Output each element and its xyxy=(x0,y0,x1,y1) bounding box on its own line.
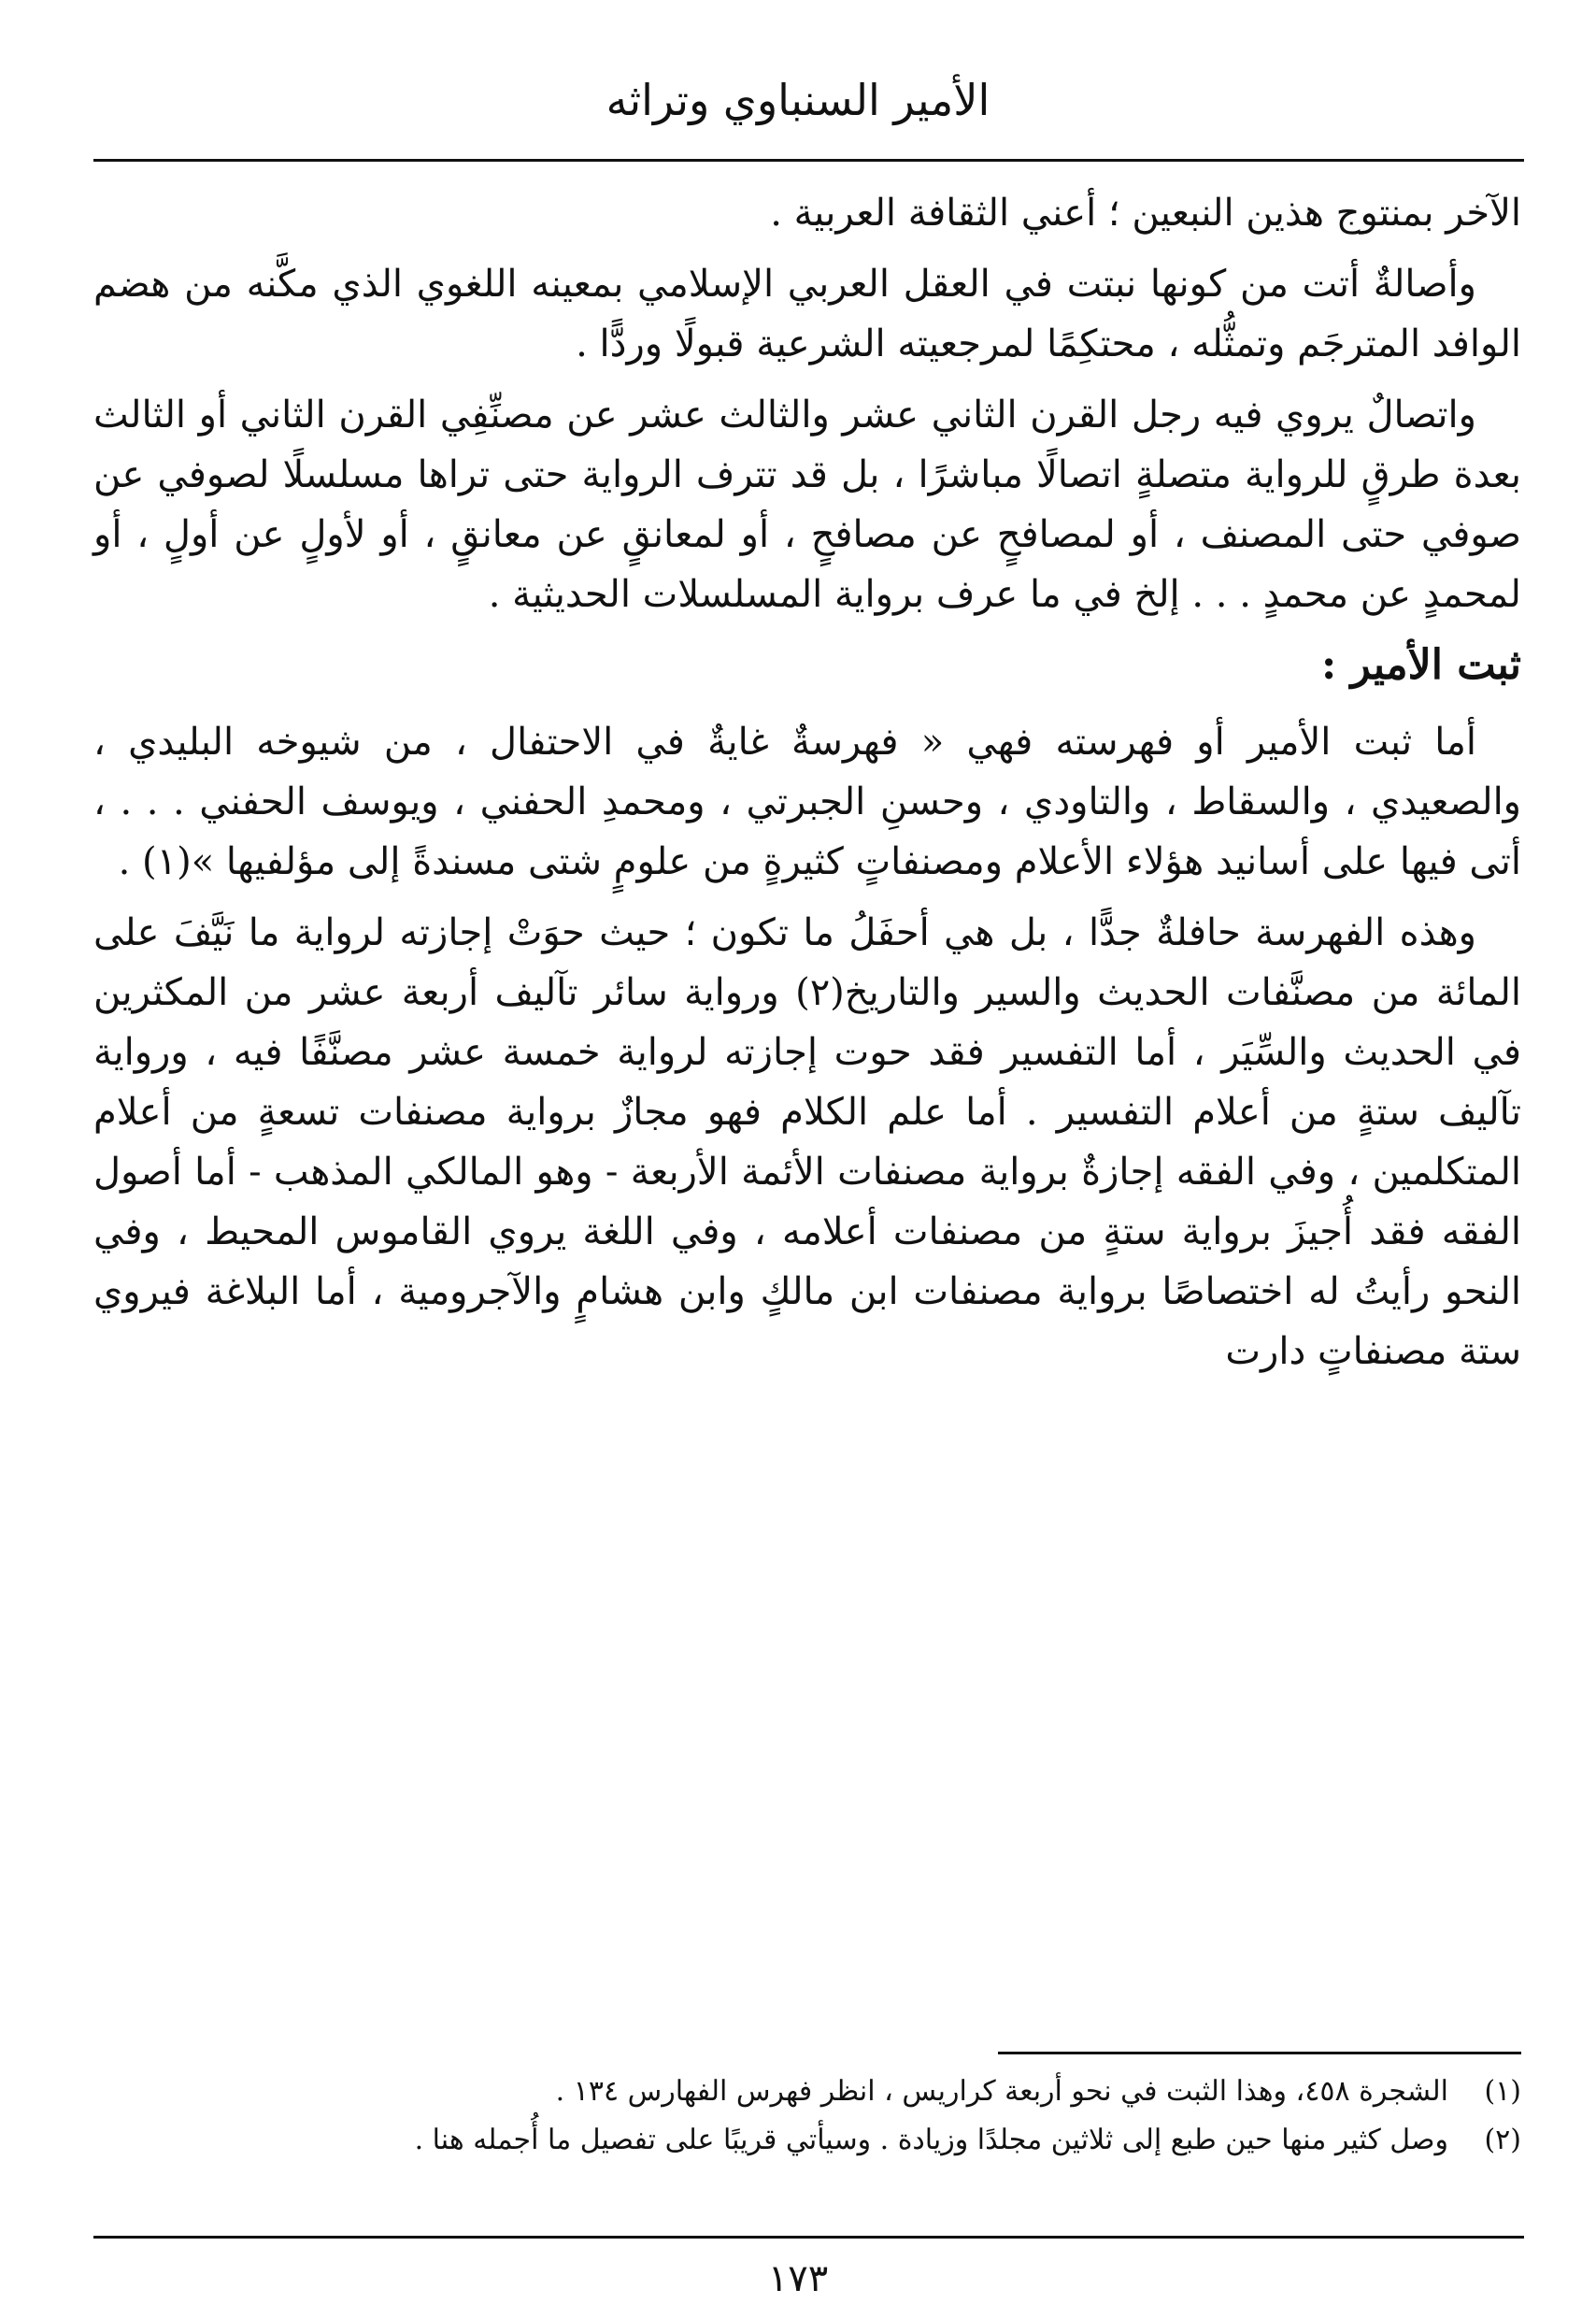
footnote-text: وصل كثير منها حين طبع إلى ثلاثين مجلدًا وزيادة . وسيأتي قريبًا على تفصيل ما أُجمله هنا . xyxy=(414,2124,1448,2156)
footnote-mark: (١) xyxy=(1484,2075,1521,2108)
paragraph-2: وأصالةٌ أتت من كونها نبتت في العقل العربي الإسلامي بمعينه اللغوي الذي مكَّنه من هضم الوافد المترجَم وتمثُّله ، محتكِمًا لمرجعيته الشرعية قبولًا وردًّا . xyxy=(93,263,1521,365)
footnote-mark: (٢) xyxy=(1484,2124,1521,2156)
header-rule xyxy=(93,159,1524,162)
footnotes xyxy=(93,2068,1521,2165)
running-header: الأمير السنباوي وتراثه xyxy=(606,75,990,125)
paragraph-3: واتصالٌ يروي فيه رجل القرن الثاني عشر والثالث عشر عن مصنِّفِي القرن الثاني أو الثالث بعدة طرقٍ للرواية متصلةٍ اتصالًا مباشرًا ، بل قد تترف الرواية حتى تراها مسلسلًا لصوفي عن صوفي حتى المصنف ، أو لمصافحٍ عن مصافحٍ ، أو لمعانقٍ عن معانقٍ ، أو لأولٍ عن أولٍ ، أو لمحمدٍ عن محمدٍ . . . إلخ في ما عرف برواية المسلسلات الحديثية . xyxy=(93,393,1522,616)
page-number: ١٧٣ xyxy=(767,2257,829,2300)
paragraph-5: وهذه الفهرسة حافلةٌ جدًّا ، بل هي أحفَلُ ما تكون ؛ حيث حوَتْ إجازته لرواية ما نَيَّفَ على المائة من مصنَّفات الحديث والسير والتاريخ(٢) ورواية سائر تآليف أربعة عشر من المكثرين في الحديث والسِّيَر ، أما التفسير فقد حوت إجازته لرواية خمسة عشر مصنَّفًا فيه ، ورواية تآليف ستةٍ من أعلام التفسير . أما علم الكلام فهو مجازٌ برواية مصنفات تسعةٍ من أعلام المتكلمين ، وفي الفقه إجازةٌ برواية مصنفات الأئمة الأربعة - وهو المالكي المذهب - أما أصول الفقه فقد أُجيزَ برواية ستةٍ من مصنفات أعلامه ، وفي اللغة يروي القاموس المحيط ، وفي النحو رأيتُ له اختصاصًا برواية مصنفات ابن مالكٍ وابن هشامٍ والآجرومية ، أما البلاغة فيروي ستة مصنفاتٍ دارت xyxy=(93,911,1522,1373)
footnote-2 xyxy=(93,2116,1521,2165)
footnote-1 xyxy=(93,2068,1521,2116)
footer-rule xyxy=(93,2236,1524,2239)
paragraph-4: أما ثبت الأمير أو فهرسته فهي « فهرسةٌ غايةٌ في الاحتفال ، من شيوخه البليدي ، والصعيدي ، والسقاط ، والتاودي ، وحسنِ الجبرتي ، ومحمدِ الحفني ، ويوسف الحفني . . . ، أتى فيها على أسانيد هؤلاء الأعلام ومصنفاتٍ كثيرةٍ من علومٍ شتى مسندةً إلى مؤلفيها »(١) . xyxy=(93,721,1521,883)
footnote-text: الشجرة ٤٥٨، وهذا الثبت في نحو أربعة كراريس ، انظر فهرس الفهارس ١٣٤ . xyxy=(555,2075,1448,2108)
footnote-rule xyxy=(998,2052,1521,2054)
paragraph-1: الآخر بمنتوج هذين النبعين ؛ أعني الثقافة العربية . xyxy=(770,192,1521,235)
main-text xyxy=(93,183,1521,1393)
section-heading: ثبت الأمير : xyxy=(1320,641,1521,689)
